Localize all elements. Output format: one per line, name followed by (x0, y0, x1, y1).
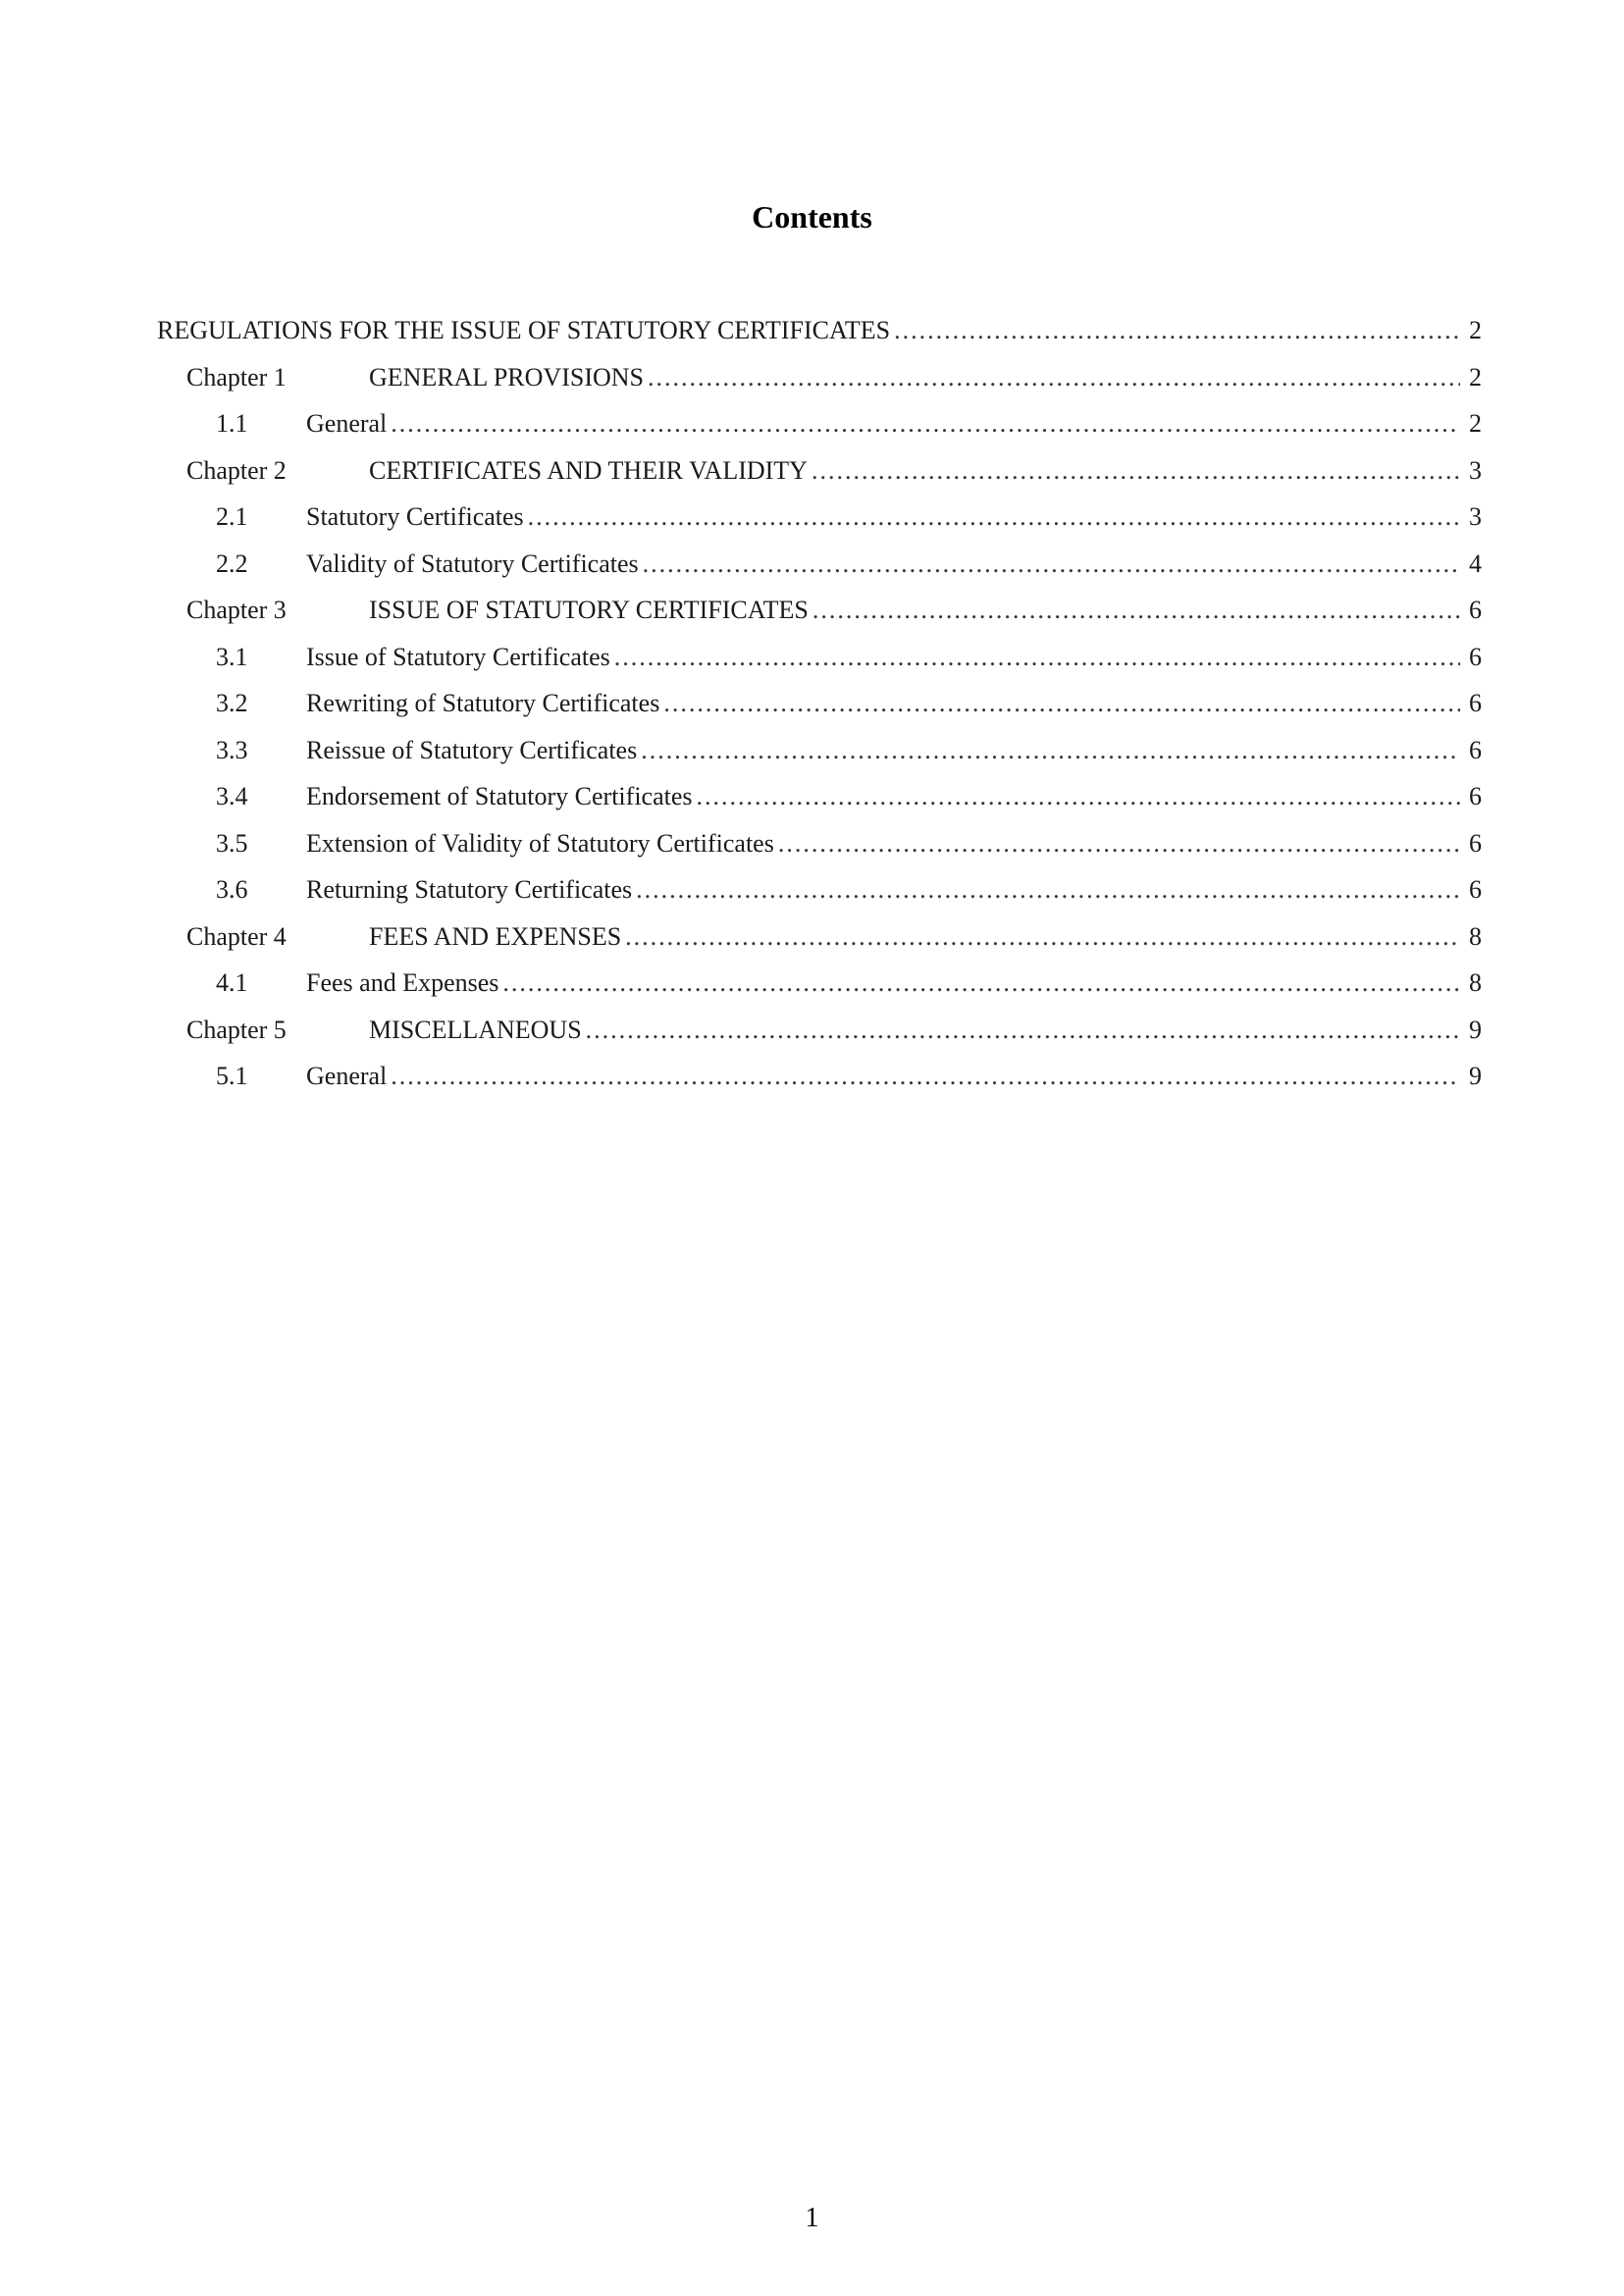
dot-leader (636, 875, 1460, 905)
toc-entry-number: 4.1 (216, 968, 248, 997)
toc-entry-number: 5.1 (216, 1062, 248, 1090)
toc-entry-label: FEES AND EXPENSES (369, 922, 622, 951)
toc-entry-page: 9 (1469, 1062, 1482, 1090)
toc-entry-number: 1.1 (216, 409, 248, 438)
toc-entry-number: 3.2 (216, 689, 248, 717)
toc-entry-number: 3.3 (216, 736, 248, 764)
toc-entry[interactable] (216, 643, 1482, 686)
toc-entry[interactable] (186, 596, 1482, 639)
dot-leader (643, 549, 1460, 579)
toc-entry-label: General (306, 1062, 388, 1090)
dot-leader (625, 922, 1460, 952)
toc-entry-label: Reissue of Statutory Certificates (306, 736, 638, 764)
toc-entry-page: 6 (1469, 689, 1482, 717)
toc-entry-number: Chapter 1 (186, 363, 287, 391)
dot-leader (391, 409, 1460, 439)
toc-entry[interactable] (216, 409, 1482, 452)
dot-leader (586, 1016, 1460, 1045)
toc-entry-number: 3.1 (216, 643, 248, 671)
page-title: Contents (752, 199, 872, 235)
toc-entry-page: 8 (1469, 922, 1482, 951)
toc-entry-label: MISCELLANEOUS (369, 1016, 582, 1044)
toc-entry-page: 3 (1469, 502, 1482, 531)
toc-entry-label: General (306, 409, 388, 438)
toc-entry-label: Validity of Statutory Certificates (306, 549, 639, 578)
toc-entry[interactable] (186, 363, 1482, 406)
toc-entry-page: 8 (1469, 968, 1482, 997)
toc-entry-page: 4 (1469, 549, 1482, 578)
toc-entry-label: Extension of Validity of Statutory Certificates (306, 829, 774, 858)
dot-leader (528, 502, 1460, 532)
toc-entry[interactable] (216, 689, 1482, 732)
toc-entry[interactable] (216, 875, 1482, 918)
toc-entry[interactable] (157, 316, 1482, 359)
toc-entry-label: CERTIFICATES AND THEIR VALIDITY (369, 456, 808, 485)
toc-entry-page: 9 (1469, 1016, 1482, 1044)
toc-entry-label: Returning Statutory Certificates (306, 875, 633, 904)
toc-entry[interactable] (186, 456, 1482, 499)
toc-entry-number: 3.6 (216, 875, 248, 904)
toc-entry-number: Chapter 2 (186, 456, 287, 485)
toc-entry-page: 6 (1469, 736, 1482, 764)
toc-entry[interactable] (216, 549, 1482, 593)
toc-entry-page: 6 (1469, 875, 1482, 904)
dot-leader (648, 363, 1460, 392)
toc-entry[interactable] (216, 968, 1482, 1012)
toc-entry-number: Chapter 5 (186, 1016, 287, 1044)
toc-entry-page: 2 (1469, 409, 1482, 438)
toc-entry-number: 2.2 (216, 549, 248, 578)
toc-entry[interactable] (186, 922, 1482, 965)
dot-leader (812, 456, 1460, 486)
toc-entry[interactable] (216, 502, 1482, 546)
toc-entry-number: Chapter 3 (186, 596, 287, 624)
toc-entry[interactable] (216, 782, 1482, 825)
toc-entry-page: 3 (1469, 456, 1482, 485)
page-number: 1 (805, 2203, 819, 2233)
toc-entry-page: 6 (1469, 643, 1482, 671)
dot-leader (894, 316, 1460, 345)
toc-entry-page: 6 (1469, 596, 1482, 624)
toc-entry[interactable] (216, 829, 1482, 872)
dot-leader (812, 596, 1460, 625)
toc-entry-page: 6 (1469, 829, 1482, 858)
toc-entry-page: 2 (1469, 316, 1482, 344)
dot-leader (778, 829, 1460, 859)
toc-entry[interactable] (216, 1062, 1482, 1105)
toc-entry-label: Rewriting of Statutory Certificates (306, 689, 660, 717)
toc-entry-label: Endorsement of Statutory Certificates (306, 782, 693, 810)
toc-entry-label: Fees and Expenses (306, 968, 499, 997)
toc-entry-label: ISSUE OF STATUTORY CERTIFICATES (369, 596, 809, 624)
toc-entry-label: Issue of Statutory Certificates (306, 643, 610, 671)
toc-entry[interactable] (216, 736, 1482, 779)
toc-entry-number: 2.1 (216, 502, 248, 531)
dot-leader (614, 643, 1460, 672)
toc-entry[interactable] (186, 1016, 1482, 1059)
toc-entry-number: 3.4 (216, 782, 248, 810)
toc-entry-page: 6 (1469, 782, 1482, 810)
toc-entry-label: GENERAL PROVISIONS (369, 363, 644, 391)
dot-leader (502, 968, 1460, 998)
toc-entry-label: Statutory Certificates (306, 502, 524, 531)
dot-leader (391, 1062, 1460, 1091)
toc-entry-number: Chapter 4 (186, 922, 287, 951)
toc-entry-number: 3.5 (216, 829, 248, 858)
toc-entry-label: REGULATIONS FOR THE ISSUE OF STATUTORY CERTIFICATES (157, 316, 891, 344)
dot-leader (641, 736, 1460, 765)
dot-leader (663, 689, 1460, 718)
toc-entry-page: 2 (1469, 363, 1482, 391)
dot-leader (697, 782, 1460, 811)
